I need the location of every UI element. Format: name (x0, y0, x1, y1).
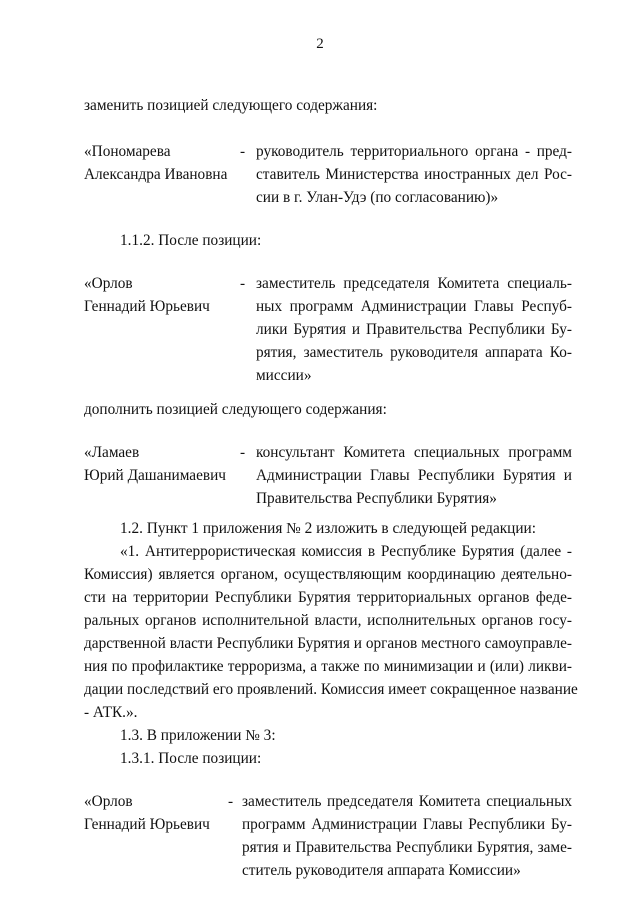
entry-name-line: Геннадий Юрьевич (84, 816, 210, 833)
paragraph-line: Комиссия) является органом, осуществляющим координацию деятельно- (84, 566, 572, 583)
description-line: Администрации Главы Республики Бурятия и (256, 467, 572, 484)
paragraph-line: ральных органов исполнительной власти, исполнительных органов госу- (84, 612, 572, 629)
entry-dash: - (240, 275, 246, 292)
description-line: миссии» (256, 367, 312, 384)
entry-name-line: Александра Ивановна (84, 166, 228, 183)
item-1-3: 1.3. В приложении № 3: (120, 727, 276, 744)
item-1-3-1: 1.3.1. После позиции: (120, 750, 262, 767)
intro-add: дополнить позицией следующего содержания: (84, 401, 387, 418)
description-line: ставитель Министерства иностранных дел Рос- (256, 166, 572, 183)
paragraph-line: дарственной власти Республики Бурятия и органов местного самоуправле- (84, 635, 572, 652)
entry-dash: - (240, 444, 246, 461)
item-1-1-2: 1.1.2. После позиции: (120, 232, 262, 249)
entry-dash: - (228, 793, 234, 810)
description-line: ных программ Администрации Главы Респуб- (256, 298, 572, 315)
description-line: руководитель территориального органа - пред- (256, 143, 572, 160)
description-line: лики Бурятия и Правительства Республики Бу- (256, 321, 572, 338)
entry-description (256, 272, 572, 387)
paragraph-line: «1. Антитеррористическая комиссия в Республике Бурятия (далее - (120, 543, 572, 560)
description-line: рятия, заместитель руководителя аппарата Ко- (256, 344, 572, 361)
description-line: заместитель председателя Комитета специальных (242, 793, 572, 810)
intro-replace: заменить позицией следующего содержания: (84, 97, 378, 114)
entry-name-line: «Орлов (84, 275, 133, 292)
entry-name-line: Геннадий Юрьевич (84, 298, 210, 315)
description-line: рятия и Правительства Республики Бурятия, заме- (242, 839, 572, 856)
entry-description (256, 441, 572, 510)
entry-description (242, 790, 572, 882)
quoted-paragraph (84, 540, 578, 724)
entry-name-line: Юрий Дашанимаевич (84, 467, 226, 484)
paragraph-line: сти на территории Республики Бурятия территориальных органов феде- (84, 589, 572, 606)
entry-name-line: «Ламаев (84, 444, 140, 461)
paragraph-line: дации последствий его проявлений. Комиссия имеет сокращенное название (84, 681, 578, 698)
description-line: заместитель председателя Комитета специаль- (256, 275, 572, 292)
description-line: сии в г. Улан-Удэ (по согласованию)» (256, 189, 499, 206)
entry-name-line: «Орлов (84, 793, 133, 810)
paragraph-line: ния по профилактике терроризма, а также по минимизации и (или) ликви- (84, 658, 572, 675)
paragraph-line: - АТК.». (84, 704, 138, 721)
entry-description (256, 140, 572, 209)
description-line: консультант Комитета специальных программ (256, 444, 572, 461)
description-line: ститель руководителя аппарата Комиссии» (242, 862, 521, 879)
description-line: Правительства Республики Бурятия» (256, 490, 497, 507)
description-line: программ Администрации Главы Республики Бу- (242, 816, 572, 833)
entry-dash: - (240, 143, 246, 160)
paragraph-1-2: 1.2. Пункт 1 приложения № 2 изложить в следующей редакции: (120, 520, 536, 537)
page-number: 2 (316, 36, 324, 52)
entry-name-line: «Пономарева (84, 143, 171, 160)
